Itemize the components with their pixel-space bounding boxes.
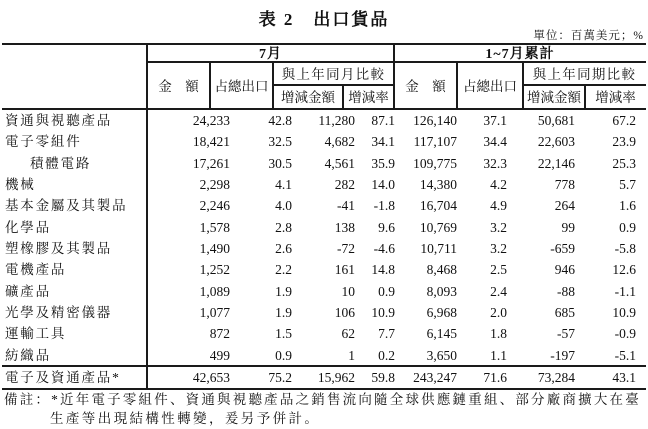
cell-value: 14,380 [419, 176, 457, 192]
row-label: 電子零組件 [5, 134, 82, 150]
cell-value: 1,252 [199, 262, 230, 278]
header-change-amount-july: 增減金額 [281, 90, 335, 105]
cell-value: 67.2 [612, 113, 636, 128]
cell-value: 4.2 [490, 176, 507, 192]
cell-value: 126,140 [413, 113, 457, 128]
cell-value: 7.7 [378, 326, 395, 342]
cell-value: 2.4 [490, 283, 507, 299]
cell-value: 87.1 [371, 113, 395, 128]
col-group-july: 7月 [259, 46, 282, 62]
cell-value: 14.8 [371, 262, 395, 278]
cell-value: -88 [557, 283, 575, 299]
cell-value: 6,968 [426, 304, 457, 320]
cell-value: 3,650 [426, 347, 457, 363]
cell-value: 1.6 [619, 198, 636, 214]
cell-value: 12.6 [612, 262, 636, 278]
header-share-cumulative: 占總出口 [463, 78, 517, 94]
cell-value: 8,468 [426, 262, 457, 278]
row-label: 電子及資通產品* [5, 370, 121, 385]
cell-value: 1.9 [275, 304, 292, 320]
row-label: 塑橡膠及其製品 [5, 240, 113, 256]
cell-value: 9.6 [378, 219, 395, 235]
cell-value: 71.6 [483, 370, 507, 385]
cell-value: 59.8 [371, 370, 395, 385]
cell-value: 3.2 [490, 219, 507, 235]
cell-value: -1.8 [373, 198, 395, 214]
cell-value: 22,603 [537, 134, 575, 150]
cell-value: 2,246 [199, 198, 230, 214]
row-label: 光學及精密儀器 [5, 304, 113, 320]
row-label: 機械 [5, 176, 36, 192]
header-compare-july: 與上年同月比較 [281, 66, 386, 82]
cell-value: 1 [348, 347, 355, 363]
cell-value: 62 [341, 326, 355, 342]
cell-value: 2.2 [275, 262, 292, 278]
table-body [0, 110, 648, 366]
row-label: 運輸工具 [5, 326, 67, 342]
cell-value: 0.2 [378, 347, 395, 363]
cell-value: 34.1 [371, 134, 395, 150]
cell-value: 35.9 [371, 155, 395, 171]
cell-value: -72 [337, 240, 355, 256]
cell-value: 10,711 [420, 240, 457, 256]
cell-value: 10.9 [612, 304, 636, 320]
header-amount-cumulative: 金 額 [405, 78, 446, 94]
cell-value: 23.9 [612, 134, 636, 150]
cell-value: 75.2 [268, 370, 292, 385]
header-change-amount-cumulative: 增減金額 [527, 90, 581, 105]
cell-value: 4,561 [324, 155, 355, 171]
cell-value: -1.1 [614, 283, 636, 299]
cell-value: 2.5 [490, 262, 507, 278]
cell-value: 24,233 [192, 113, 230, 128]
footnote-line-2: 生產等出現結構性轉變，爰另予併計。 [50, 410, 321, 426]
cell-value: 685 [554, 304, 575, 320]
header-change-rate-cumulative: 增減率 [595, 90, 636, 105]
cell-value: 32.5 [268, 134, 292, 150]
cell-value: 14.0 [371, 176, 395, 192]
table-row [0, 153, 648, 174]
cell-value: 4.1 [275, 176, 292, 192]
cell-value: 946 [554, 262, 575, 278]
table-row [0, 259, 648, 280]
cell-value: -4.6 [373, 240, 395, 256]
cell-value: 99 [561, 219, 575, 235]
cell-value: 18,421 [192, 134, 230, 150]
cell-value: 42,653 [192, 370, 230, 385]
row-label: 化學品 [5, 219, 51, 235]
table-row [0, 345, 648, 366]
cell-value: 243,247 [413, 370, 457, 385]
cell-value: 0.9 [275, 347, 292, 363]
footnote [4, 391, 646, 428]
cell-value: 2,298 [199, 176, 230, 192]
total-row [0, 367, 648, 388]
page-title: 表 2 出口貨品 [258, 10, 390, 29]
cell-value: 10.9 [371, 304, 395, 320]
cell-value: -5.8 [614, 240, 636, 256]
cell-value: 15,962 [317, 370, 355, 385]
cell-value: 34.4 [483, 134, 507, 150]
cell-value: 3.2 [490, 240, 507, 256]
cell-value: 30.5 [268, 155, 292, 171]
cell-value: 4.0 [275, 198, 292, 214]
header-change-rate-july: 增減率 [348, 90, 389, 105]
cell-value: 4.9 [490, 198, 507, 214]
cell-value: 8,093 [426, 283, 457, 299]
cell-value: 138 [334, 219, 355, 235]
cell-value: 16,704 [419, 198, 457, 214]
cell-value: 10,769 [419, 219, 457, 235]
col-group-cumulative: 1~7月累計 [485, 46, 555, 62]
cell-value: 0.9 [619, 219, 636, 235]
table-row [0, 131, 648, 152]
cell-value: 1,089 [199, 283, 230, 299]
cell-value: 43.1 [612, 370, 636, 385]
cell-value: 106 [334, 304, 355, 320]
cell-value: 2.8 [275, 219, 292, 235]
header-amount-july: 金 額 [158, 78, 199, 94]
table-row [0, 302, 648, 323]
cell-value: 1,077 [199, 304, 230, 320]
cell-value: 1.5 [275, 326, 292, 342]
row-label: 基本金屬及其製品 [5, 198, 128, 214]
cell-value: 22,146 [537, 155, 575, 171]
cell-value: 117,107 [413, 134, 457, 150]
cell-value: 10 [341, 283, 355, 299]
table-row [0, 110, 648, 131]
cell-value: 73,284 [537, 370, 575, 385]
row-label: 資通與視聽產品 [5, 113, 113, 128]
cell-value: 778 [554, 176, 575, 192]
row-label: 電機產品 [5, 262, 67, 278]
cell-value: 161 [334, 262, 355, 278]
header-compare-cumulative: 與上年同期比較 [532, 66, 637, 82]
table-row [0, 281, 648, 302]
cell-value: -5.1 [614, 347, 636, 363]
cell-value: 872 [209, 326, 230, 342]
cell-value: 1,578 [199, 219, 230, 235]
cell-value: 0.9 [378, 283, 395, 299]
cell-value: -57 [557, 326, 575, 342]
table-border-bottom [2, 388, 646, 390]
table-row [0, 195, 648, 216]
cell-value: 1.1 [490, 347, 507, 363]
cell-value: 282 [334, 176, 355, 192]
cell-value: 1.8 [490, 326, 507, 342]
header-share-july: 占總出口 [214, 78, 269, 94]
cell-value: 6,145 [426, 326, 457, 342]
cell-value: 4,682 [324, 134, 355, 150]
unit-note: 單位：百萬美元；% [533, 30, 644, 42]
row-label: 礦產品 [5, 283, 51, 299]
cell-value: 32.3 [483, 155, 507, 171]
cell-value: 1,490 [199, 240, 230, 256]
cell-value: 42.8 [268, 113, 292, 128]
table-row [0, 174, 648, 195]
footnote-line-1: 備註：*近年電子零組件、資通與視聽產品之銷售流向隨全球供應鏈重組、部分廠商擴大在臺 [4, 392, 641, 407]
cell-value: 50,681 [537, 113, 575, 128]
cell-value: 5.7 [619, 176, 636, 192]
cell-value: 264 [554, 198, 575, 214]
cell-value: -659 [550, 240, 575, 256]
cell-value: -197 [550, 347, 575, 363]
cell-value: 37.1 [483, 113, 507, 128]
table-row [0, 217, 648, 238]
cell-value: -0.9 [614, 326, 636, 342]
row-label: 積體電路 [30, 155, 92, 171]
cell-value: 17,261 [192, 155, 230, 171]
row-label: 紡織品 [5, 347, 51, 363]
cell-value: 109,775 [413, 155, 457, 171]
table-row [0, 323, 648, 344]
cell-value: 1.9 [275, 283, 292, 299]
cell-value: 25.3 [612, 155, 636, 171]
cell-value: 2.6 [275, 240, 292, 256]
cell-value: 11,280 [318, 113, 355, 128]
table-row [0, 238, 648, 259]
cell-value: 2.0 [490, 304, 507, 320]
cell-value: -41 [337, 198, 355, 214]
cell-value: 499 [209, 347, 230, 363]
